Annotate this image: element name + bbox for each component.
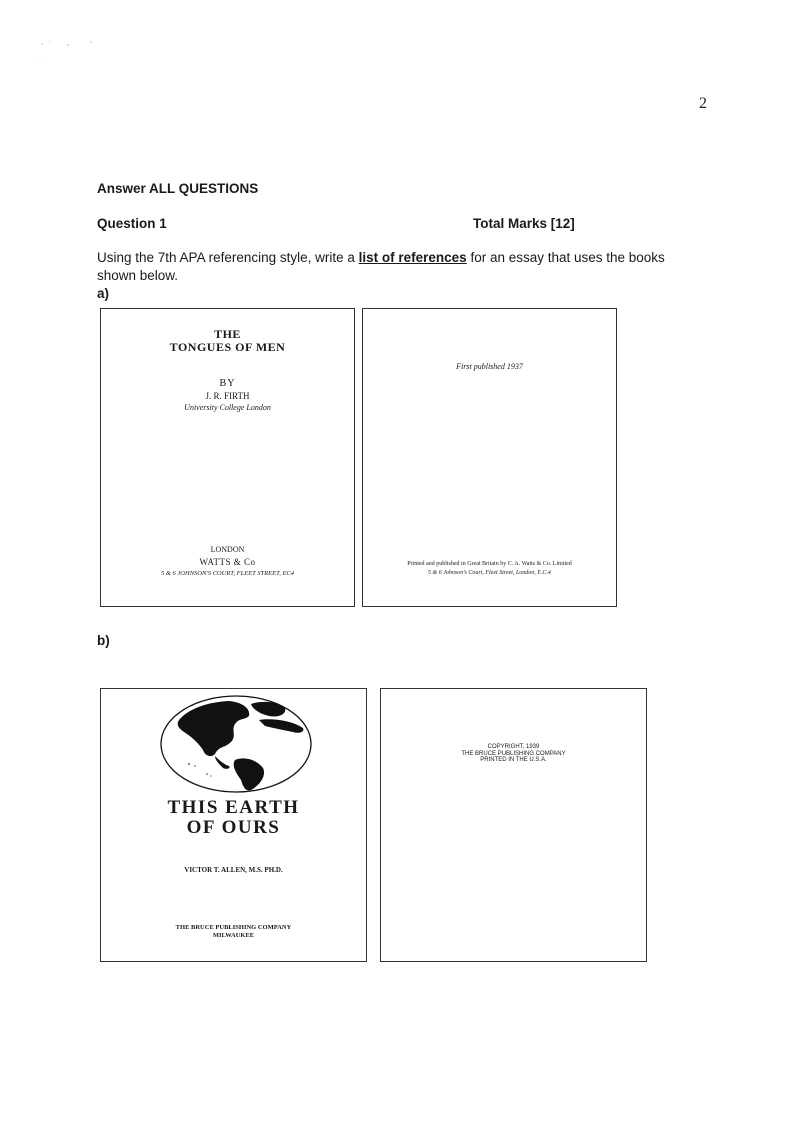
book-a-affiliation: University College London <box>184 403 271 412</box>
book-a-title-page <box>100 308 355 607</box>
book-b-publisher: THE BRUCE PUBLISHING COMPANY <box>175 924 292 931</box>
book-b-title-line-1: THIS EARTH <box>167 797 300 818</box>
total-marks: Total Marks [12] <box>473 216 575 231</box>
question-instructions <box>97 249 707 285</box>
instruction-emphasis: list of references <box>358 250 467 265</box>
section-heading: Answer ALL QUESTIONS <box>97 181 259 196</box>
book-b-title-page <box>100 688 367 962</box>
scan-specks <box>38 38 118 62</box>
book-b-verso-page <box>380 688 647 962</box>
book-a-title: TONGUES OF MEN <box>169 340 286 354</box>
question-label: Question 1 <box>97 216 167 231</box>
book-b-copyright: COPYRIGHT, 1939 <box>487 744 540 750</box>
page-number: 2 <box>699 95 707 112</box>
book-b-verso-publisher: THE BRUCE PUBLISHING COMPANY <box>461 750 566 757</box>
part-a-label: a) <box>97 286 110 301</box>
book-a-verso-page <box>362 308 617 607</box>
book-a-author: J. R. FIRTH <box>205 391 250 401</box>
book-a-printed-by: Printed and published in Great Britain by C. A. Watts & Co. Limited <box>407 561 572 567</box>
book-b-city: MILWAUKEE <box>212 932 255 939</box>
instruction-text-end: for an essay that uses the books shown below. <box>97 250 665 283</box>
book-a-first-published: First published 1937 <box>456 362 523 371</box>
book-a-city: LONDON <box>210 545 245 554</box>
book-a-address: 5 & 6 JOHNSON'S COURT, FLEET STREET, EC4 <box>160 570 295 577</box>
book-a-verso-address: 5 & 6 Johnson's Court, Fleet Street, London, E.C.4 <box>428 570 551 576</box>
book-b-title-line-2: OF OURS <box>186 817 281 838</box>
book-a-by: BY <box>219 378 236 389</box>
book-a-the: THE <box>214 327 241 341</box>
book-b-printed: PRINTED IN THE U.S.A. <box>480 757 547 763</box>
instruction-text-start: Using the 7th APA referencing style, write a <box>97 250 359 265</box>
book-b-copyright-block <box>381 744 646 764</box>
book-b-author: VICTOR T. ALLEN, M.S. PH.D. <box>184 866 283 874</box>
book-a-publisher: WATTS & Co <box>199 557 256 567</box>
globe-icon <box>159 694 314 794</box>
part-b-label: b) <box>97 633 110 648</box>
